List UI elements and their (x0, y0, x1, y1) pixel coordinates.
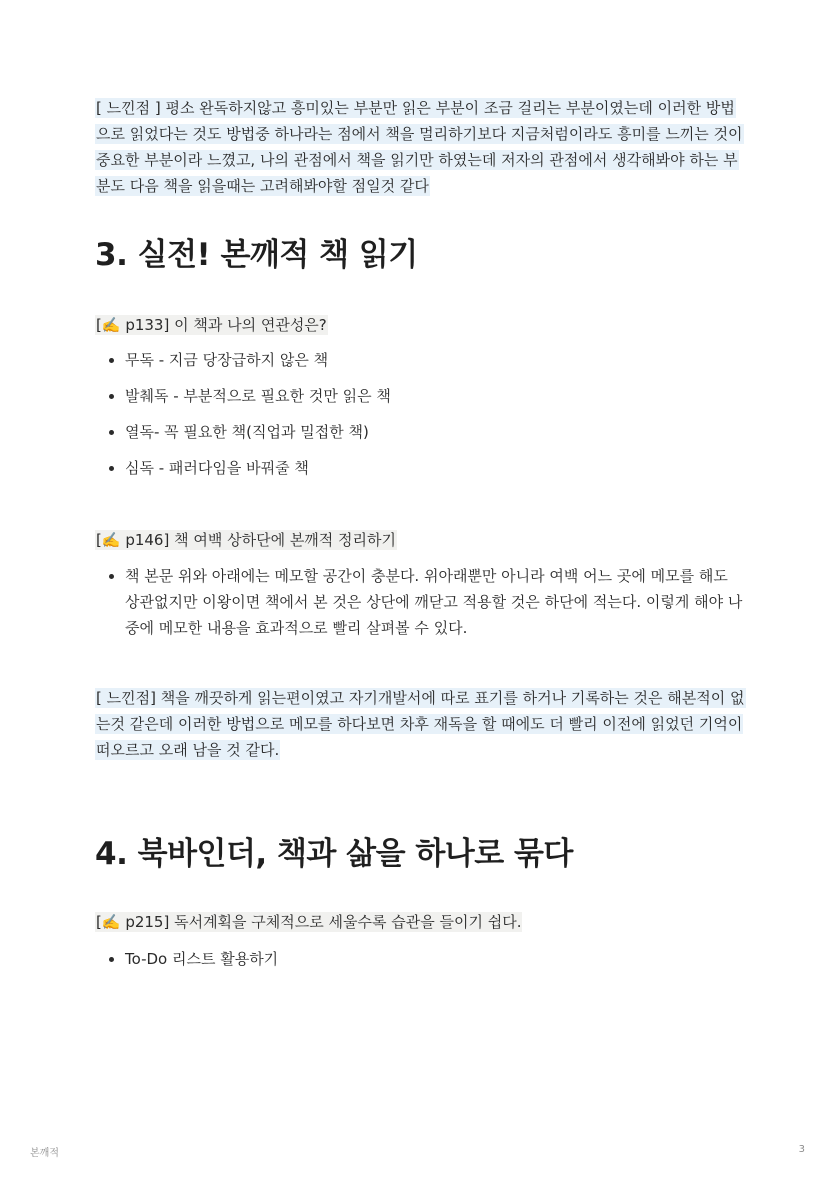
writing-hand-icon: ✍️ (101, 913, 121, 931)
callout-p133 (95, 313, 328, 337)
todo-list (95, 946, 745, 972)
list-item: • To-Do 리스트 활용하기 (125, 946, 745, 972)
footer-title: 본깨적 (30, 1148, 59, 1159)
list-item: • 책 본문 위와 아래에는 메모할 공간이 충분다. 위아래뿐만 아니라 여백 어느 곳에 메모를 해도 상관없지만 이왕이면 책에서 본 것은 상단에 깨닫고 적용할 것은 하단에 적는다. 이렇게 해야 나중에 메모한 내용을 효과적으로 빨리 살펴볼 수 있다. (125, 563, 745, 641)
writing-hand-icon: ✍️ (101, 316, 121, 334)
callout-p146-bg (95, 530, 397, 550)
writing-hand-icon: ✍️ (101, 531, 121, 549)
callout-p215-bg (95, 912, 522, 932)
callout-p215-bracket: [ (96, 913, 102, 931)
callout-p215-text: p215] 독서계획을 구체적으로 세울수록 습관을 들이기 쉽다. (120, 913, 522, 931)
section-3-heading: 3. 실전! 본깨적 책 읽기 (95, 237, 418, 273)
callout-p133-bracket: [ (96, 316, 102, 334)
feeling-paragraph-section3 (95, 685, 745, 763)
list-item: • 무독 - 지금 당장급하지 않은 책 (125, 347, 745, 373)
callout-p146-text: p146] 책 여백 상하단에 본깨적 정리하기 (120, 531, 397, 549)
list-item: • 심독 - 패러다임을 바꿔줄 책 (125, 455, 745, 481)
callout-p146 (95, 528, 397, 552)
list-item: • 발췌독 - 부분적으로 필요한 것만 읽은 책 (125, 383, 745, 409)
feeling-paragraph-intro (95, 95, 745, 199)
callout-p215 (95, 910, 522, 934)
list-item: • 열독- 꼭 필요한 책(직업과 밀접한 책) (125, 419, 745, 445)
reading-types-list (95, 347, 745, 491)
callout-p133-bg (95, 315, 328, 335)
page-number: 3 (798, 1144, 805, 1155)
feeling-text-intro: [ 느낀점 ] 평소 완독하지않고 흥미있는 부분만 읽은 부분이 조금 걸리는 부분이였는데 이러한 방법으로 읽었다는 것도 방법중 하나라는 점에서 책을 멀리하기보다 지금처럼이라도 흥미를 느끼는 것이 중요한 부분이라 느꼈고, 나의 관점에서 책을 읽기만 하였는데 저자의 관점에서 생각해봐야 하는 부분도 다음 책을 읽을때는 고려해봐야할 점일것 같다 (96, 99, 743, 195)
feeling-text-section3: [ 느낀점] 책을 깨끗하게 읽는편이였고 자기개발서에 따로 표기를 하거나 기록하는 것은 해본적이 없는것 같은데 이러한 방법으로 메모를 하다보면 차후 재독을 할 때에도 더 빨리 이전에 읽었던 기억이 떠오르고 오래 남을 것 같다. (96, 689, 745, 759)
memo-method-list (95, 563, 745, 641)
callout-p146-bracket: [ (96, 531, 102, 549)
section-4-heading: 4. 북바인더, 책과 삶을 하나로 묶다 (95, 836, 573, 872)
callout-p133-text: p133] 이 책과 나의 연관성은? (120, 316, 327, 334)
